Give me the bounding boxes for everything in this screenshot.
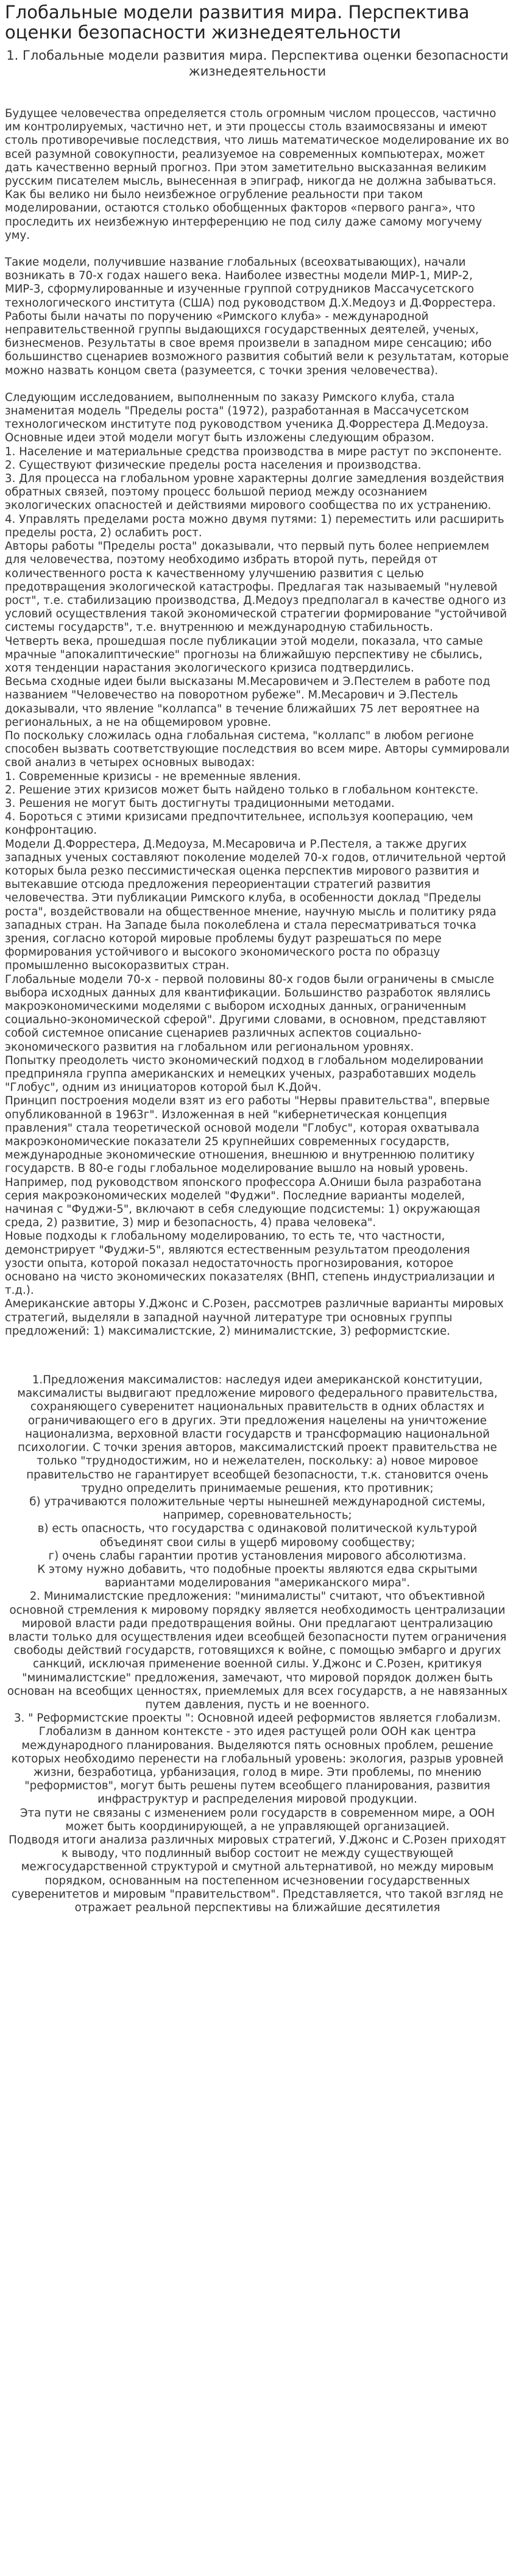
spacer [5,1352,510,1374]
proposals-list: 1.Предложения максималистов: наследуя идеи американской конституции, максималисты выдвигают предложение мирового федерального правительства, сохраняющего суверенитет национальных правительств в одних областях и ограничивающего его в других. Эти предложения нацелены на уничтожение национализма, верховной власти государств и трансформацию национальной психологии. С точки зрения авторов, максималистский проект правительства не только "труднодостижим, но и нежелателен, поскольку: а) новое мировое правительство не гарантирует всеобщей безопасности, т.к. становится очень трудно определить принимаемые решения, кто противник; б) утрачиваются положительные черты нынешней международной системы, например, соревновательность; в) есть опасность, что государства с одинаковой политической культурой объединят свои силы в ущерб мировому сообществу; г) очень слабы гарантии против установления мирового абсолютизма. К этому нужно добавить, что подобные проекты являются едва скрытыми вариантами моделирования "американского мира". 2. Минималистские предложения: "минималисты" считают, что объективной основной стремления к мировому порядку является необходимость централизации мировой власти ради предотвращения войны. Они предлагают централизацию власти только для осуществления идеи всеобщей безопасности путем ограничения свободы действий государств, готовящихся к войне, с помощью эмбарго и других санкций, исключая применение военной силы. У.Джонс и С.Розен, критикуя "минималистские" предложения, замечают, что мировой порядок должен быть основан на всеобщих ценностях, приемлемых для всех государств, а не навязанных путем давления, пусть и не военного. 3. " Реформистские проекты ": Основной идеей реформистов является глобализм. Глобализм в данном контексте - это идея растущей роли ООН как центра международного планирования. Выделяются пять основных проблем, решение которых необходимо перенести на глобальный уровень: экология, разрыв уровней жизни, безработица, урбанизация, голод в мире. Эти проблемы, по мнению "реформистов", могут быть решены путем всеобщего планирования, развития инфраструктур и распределения мировой продукции. Эта пути не связаны с изменением роли государств в современном мире, а ООН может быть координирующей, а не управляющей организацией. Подводя итоги анализа различных мировых стратегий, У.Джонс и С.Розен приходят к выводу, что подлинный выбор состоит не между существующей межгосударственной структурой и смутной альтернативой, но между мировым порядком, основанным на постепенном исчезновении государственных суверенитетов и мировым "правительством". Представляется, что такой взгляд не отражает реальной перспективы на ближайшие десятилетия [7,1374,508,1914]
paragraph-models-70s: Такие модели, получившие название глобальных (всеохватывающих), начали возникать в 70-х годах нашего века. Наиболее известны модели МИР-1, МИР-2, МИР-3, сформулированные и изученные группой сотрудников Массачусетского технологического института (США) под руководством Д.Х.Медоуз и Д.Форрестера. Работы были начаты по поручению «Римского клуба» - международной неправительственной группы выдающихся государственных деятелей, ученых, бизнесменов. Результаты в свое время произвели в западном мире сенсацию; ибо большинство сценариев возможного развития событий вели к результатам, которые можно назвать концом света (разумеется, с точки зрения человечества). [5,256,509,377]
paragraph-limits-to-growth: Следующим исследованием, выполненным по заказу Римского клуба, стала знаменитая модель "Пределы роста" (1972), разработанная в Массачусетском технологическом институте под руководством ученика Д.Форрестера Д.Медоуза. Основные идеи этой модели могут быть изложены следующим образом. 1. Население и материальные средства производства в мире растут по экспоненте. 2. Существуют физические пределы роста населения и производства. 3. Для процесса на глобальном уровне характерны долгие замедления воздействия обратных связей, поэтому процесс большой период между осознанием экологических опасностей и действиями мирового сообщества по их устранению. 4. Управлять пределами роста можно двумя путями: 1) переместить или расширить пределы роста, 2) ослабить рост. Авторы работы "Пределы роста" доказывали, что первый путь более неприемлем для человечества, поэтому необходимо избрать второй путь, перейдя от количественного роста к качественному улучшению развития с целью предотвращения экологической катастрофы. Предлагая так называемый "нулевой рост", т.е. стабилизацию производства, Д.Медоуз предполагал в качестве одного из условий осуществления такой экономической стратегии формирование "устойчивой системы государств", т.е. внутреннюю и международную стабильность. Четверть века, прошедшая после публикации этой модели, показала, что самые мрачные "апокалиптические" прогнозы на ближайшую перспективу не сбылись, хотя тенденции нарастания экологического кризиса подтвердились. Весьма сходные идеи были высказаны М.Месаровичем и Э.Пестелем в работе под названием "Человечество на поворотном рубеже". М.Месарович и Э.Пестель доказывали, что явление "коллапса" в течение ближайших 75 лет вероятнее на региональных, а не на общемировом уровне. [5,391,507,729]
paragraph-intro: Будущее человечества определяется столь огромным числом процессов, частично им контролируемых, частично нет, и эти процессы столь взаимосвязаны и имеют столь противоречивые последствия, что лишь математическое моделирование их во всей разумной совокупности, реализуемое на современных компьютерах, может дать качественно верный прогноз. При этом заметительно высказанная великим русским писателем мысль, вынесенная в эпиграф, никогда не должна забываться. Как бы велико ни было неизбежное огрубление реальности при таком моделировании, остаются столько обобщенных факторов «первого ранга», что проследить их неизбежную интерференцию не под силу даже самому могучему уму. [5,107,509,242]
paragraph-global-system: По поскольку сложилась одна глобальная система, "коллапс" в любом регионе способен вызвать соответствующие последствия во всем мире. Авторы суммировали свой анализ в четырех основных выводах: 1. Современные кризисы - не временные явления. 2. Решение этих кризисов может быть найдено только в глобальном контексте. 3. Решения не могут быть достигнуты традиционными методами. 4. Бороться с этими кризисами предпочтительнее, используя кооперацию, чем конфронтацию. Модели Д.Форрестера, Д.Медоуза, М.Месаровича и Р.Пестеля, а также других западных ученых составляют поколение моделей 70-х годов, отличительной чертой которых была резко пессимистическая оценка перспектив мирового развития и вытекавшие отсюда предложения переориентации стратегий развития человечества. Эти публикации Римского клуба, в особенности доклад "Пределы роста", воздействовали на общественное мнение, научную мысль и политику ряда западных стран. На Западе была поколеблена и стала пересматриваться точка зрения, согласно которой мировые проблемы будут разрешаться по мере формирования устойчивого и высокого экономического роста по образцу промышленно высокоразвитых стран. Глобальные модели 70-х - первой половины 80-х годов были ограничены в смысле выбора исходных данных для квантификации. Большинство разработок являлись макроэкономическими моделями с выбором исходных данных, ограниченным социально-экономической сферой". Другими словами, в основном, представляют собой системное описание сценариев различных аспектов социально-экономического развития на глобальном или региональном уровнях. Попытку преодолеть чисто экономический подход в глобальном моделировании предприняла группа американских и немецких ученых, разработавших модель "Глобус", одним из инициаторов которой был К.Дойч. Принцип построения модели взят из его работы "Нервы правительства", впервые опубликованной в 1963г". Изложенная в ней "кибернетическая концепция правления" стала теоретической основой модели "Глобус", которая охватывала макроэкономические показатели 25 крупнейших современных государств, международные экономические отношения, внешнюю и внутреннюю политику государств. В 80-е годы глобальное моделирование вышло на новый уровень. Например, под руководством японского профессора А.Ониши была разработана серия макроэкономических моделей "Фуджи". Последние варианты моделей, начиная с "Фуджи-5", включают в себя следующие подсистемы: 1) окружающая среда, 2) развитие, 3) мир и безопасность, 4) права человека". Новые подходы к глобальному моделированию, то есть те, что частности, демонстрирует "Фуджи-5", являются естественным результатом преодоления узости опыта, которой показал недостаточность прогнозирования, которое основано на чисто экономических показателях (ВНП, степень индустриализации и т.д.). Американские авторы У.Джонс и С.Розен, рассмотрев различные варианты мировых стратегий, выделяли в западной научной литературе три основных группы предложений: 1) максималистские, 2) минималистские, 3) реформистские. [5,729,510,1338]
page-title: Глобальные модели развития мира. Перспектива оценки безопасности жизнедеятельности [5,2,470,43]
section-heading: 1. Глобальные модели развития мира. Перспектива оценки безопасности жизнедеятельности [6,48,509,79]
